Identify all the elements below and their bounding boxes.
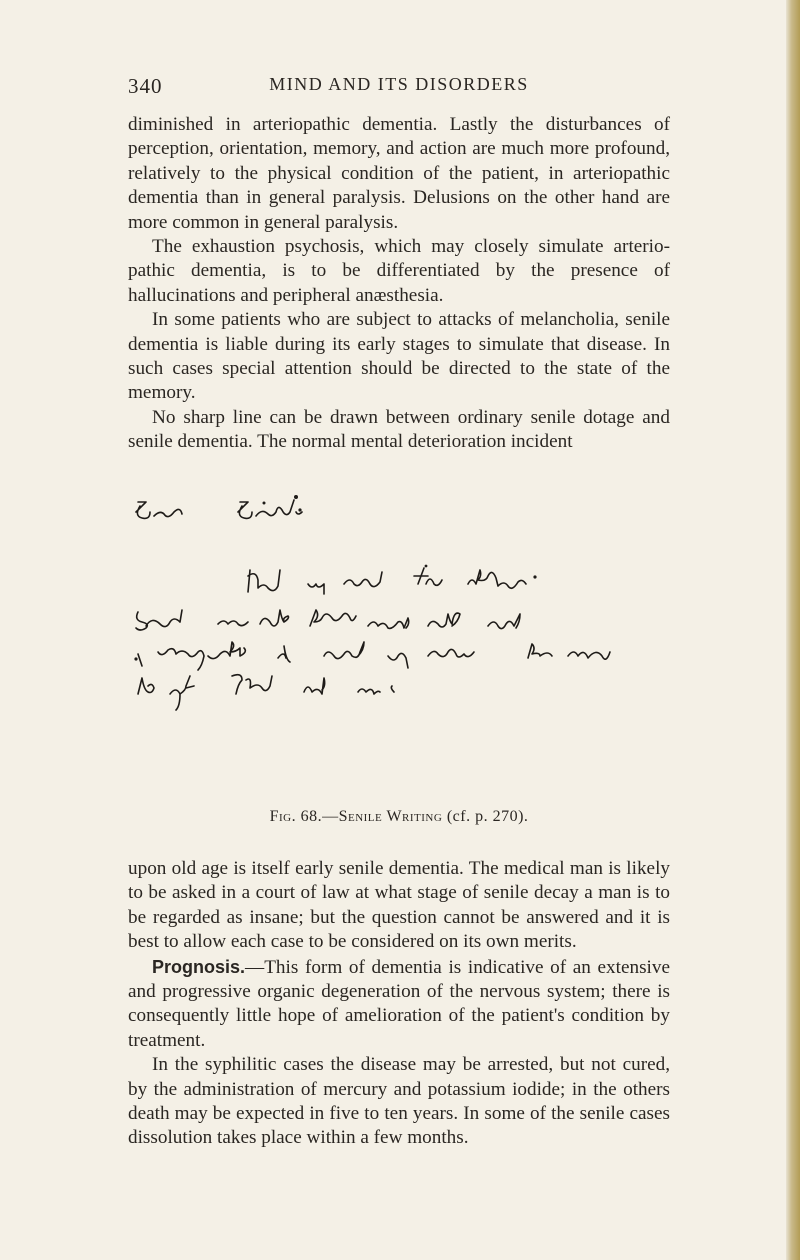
body-text-top <box>128 113 670 455</box>
caption-title: Senile Writing <box>338 808 443 825</box>
senile-handwriting-image <box>128 480 688 800</box>
body-text-bottom <box>128 857 670 1151</box>
paragraph: In some patients who are subject to attacks of melancholia, senile dementia is liable during its early stages to simulate that disease. In such cases special attention should be directed to the state of the memory. <box>128 309 670 404</box>
figure-caption <box>128 808 670 826</box>
page-number: 340 <box>128 74 163 98</box>
prognosis-paragraph <box>128 955 670 1054</box>
caption-reference: (cf. p. 270). <box>446 808 529 825</box>
paragraph: The exhaustion psychosis, which may closely simulate arterio-pathic dementia, is to be differentiated by the presence of hallucinations and peripheral anæsthesia. <box>128 236 670 306</box>
paragraph: diminished in arteriopathic dementia. Lastly the disturbances of perception, orientation, memory, and action are much more profound, relatively to the physical condition of the patient, in arteriopathic dementia than in general paralysis. Delusions on the other hand are more common in general paralysis. <box>128 114 670 233</box>
paragraph: No sharp line can be drawn between ordinary senile dotage and senile dementia. The normal mental deterioration incident <box>128 406 670 453</box>
section-heading: Prognosis. <box>152 956 246 977</box>
paragraph-text: —This form of dementia is indicative of an extensive and progressive organic degeneration of the nervous system; there is consequently little hope of amelioration of the patient's condition by treatment. <box>128 956 670 1051</box>
running-title: MIND AND ITS DISORDERS <box>269 74 529 94</box>
handwriting-figure <box>128 480 688 800</box>
page-edge <box>786 0 800 1260</box>
paragraph: upon old age is itself early senile dementia. The medical man is likely to be asked in a court of law at what stage of senile decay a man is to be regarded as insane; but the question cannot be answered and it is best to allow each case to be considered on its own merits. <box>128 858 670 953</box>
page-header <box>128 74 670 102</box>
paragraph: In the syphilitic cases the disease may be arrested, but not cured, by the administration of mercury and potassium iodide; in the others death may be expected in five to ten years. In some of the senile cases dissolution takes place within a few months. <box>128 1054 670 1149</box>
caption-prefix: Fig. 68.— <box>269 808 339 825</box>
